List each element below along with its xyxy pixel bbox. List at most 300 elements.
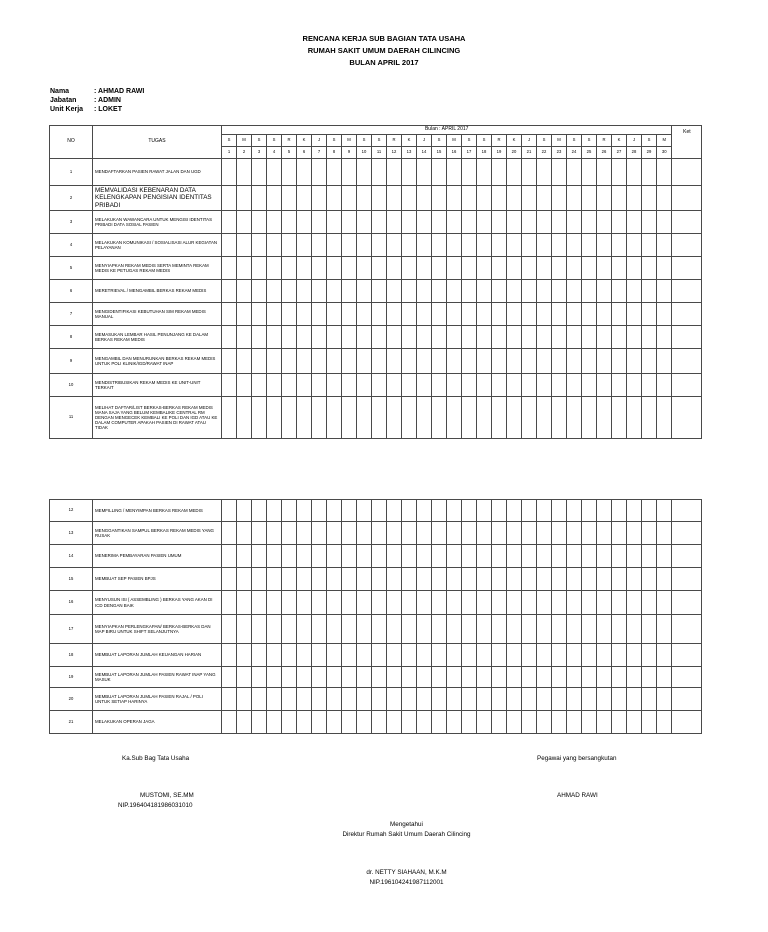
day-cell xyxy=(432,349,447,374)
day-cell xyxy=(642,374,657,397)
day-cell xyxy=(372,234,387,257)
day-cell xyxy=(432,257,447,280)
employee-sign-title: Pegawai yang bersangkutan xyxy=(537,755,617,762)
row-number: 21 xyxy=(50,711,93,734)
day-cell xyxy=(522,374,537,397)
date-header: 13 xyxy=(402,147,417,159)
weekday-header: K xyxy=(402,135,417,147)
day-cell xyxy=(417,688,432,711)
employee-position-row xyxy=(50,97,121,104)
day-cell xyxy=(327,159,342,186)
day-cell xyxy=(402,397,417,439)
day-cell xyxy=(462,591,477,615)
weekday-header: J xyxy=(627,135,642,147)
day-cell xyxy=(402,500,417,522)
day-cell xyxy=(297,615,312,644)
day-cell xyxy=(447,326,462,349)
day-cell xyxy=(447,545,462,568)
day-cell xyxy=(492,688,507,711)
date-header: 5 xyxy=(282,147,297,159)
day-cell xyxy=(357,349,372,374)
remark-cell xyxy=(672,568,702,591)
day-cell xyxy=(252,688,267,711)
task-description: MENDAFTARKAN PASIEN RAWAT JALAN DAN UGD xyxy=(93,159,222,186)
day-cell xyxy=(417,711,432,734)
day-cell xyxy=(342,303,357,326)
day-cell xyxy=(462,257,477,280)
row-number: 19 xyxy=(50,667,93,688)
day-cell xyxy=(537,522,552,545)
date-header: 24 xyxy=(567,147,582,159)
day-cell xyxy=(492,591,507,615)
day-cell xyxy=(612,644,627,667)
day-cell xyxy=(267,568,282,591)
day-cell xyxy=(657,667,672,688)
weekday-header: R xyxy=(387,135,402,147)
date-header: 15 xyxy=(432,147,447,159)
weekday-header: S xyxy=(537,135,552,147)
day-cell xyxy=(267,591,282,615)
day-cell xyxy=(582,349,597,374)
day-cell xyxy=(222,211,237,234)
day-cell xyxy=(552,667,567,688)
day-cell xyxy=(522,326,537,349)
day-cell xyxy=(567,397,582,439)
day-cell xyxy=(357,397,372,439)
day-cell xyxy=(537,568,552,591)
day-cell xyxy=(237,303,252,326)
day-cell xyxy=(627,280,642,303)
day-cell xyxy=(237,280,252,303)
row-number: 8 xyxy=(50,326,93,349)
day-cell xyxy=(222,591,237,615)
remark-cell xyxy=(672,303,702,326)
day-cell xyxy=(327,211,342,234)
day-cell xyxy=(237,211,252,234)
day-cell xyxy=(402,257,417,280)
day-cell xyxy=(447,615,462,644)
day-cell xyxy=(417,397,432,439)
day-cell xyxy=(327,326,342,349)
day-cell xyxy=(342,257,357,280)
day-cell xyxy=(507,211,522,234)
weekday-header: S xyxy=(222,135,237,147)
day-cell xyxy=(507,591,522,615)
day-cell xyxy=(612,211,627,234)
day-cell xyxy=(312,568,327,591)
day-cell xyxy=(237,500,252,522)
day-cell xyxy=(417,568,432,591)
day-cell xyxy=(507,644,522,667)
remark-cell xyxy=(672,257,702,280)
employee-unit-row xyxy=(50,106,122,113)
date-header: 10 xyxy=(357,147,372,159)
day-cell xyxy=(357,159,372,186)
day-cell xyxy=(372,257,387,280)
day-cell xyxy=(612,397,627,439)
day-cell xyxy=(357,234,372,257)
day-cell xyxy=(477,211,492,234)
day-cell xyxy=(642,326,657,349)
day-cell xyxy=(432,326,447,349)
day-cell xyxy=(282,667,297,688)
day-cell xyxy=(432,234,447,257)
table-row xyxy=(50,303,702,326)
day-cell xyxy=(327,500,342,522)
day-cell xyxy=(597,374,612,397)
day-cell xyxy=(222,303,237,326)
day-cell xyxy=(282,397,297,439)
day-cell xyxy=(492,186,507,211)
date-header: 28 xyxy=(627,147,642,159)
remark-cell xyxy=(672,522,702,545)
weekday-header: R xyxy=(597,135,612,147)
day-cell xyxy=(567,688,582,711)
day-cell xyxy=(642,667,657,688)
day-cell xyxy=(237,615,252,644)
day-cell xyxy=(477,349,492,374)
day-cell xyxy=(477,568,492,591)
date-header: 17 xyxy=(462,147,477,159)
day-cell xyxy=(417,615,432,644)
day-cell xyxy=(612,186,627,211)
day-cell xyxy=(567,280,582,303)
day-cell xyxy=(447,257,462,280)
day-cell xyxy=(582,615,597,644)
day-cell xyxy=(567,186,582,211)
day-cell xyxy=(582,303,597,326)
day-cell xyxy=(642,568,657,591)
day-cell xyxy=(612,615,627,644)
day-cell xyxy=(597,211,612,234)
day-cell xyxy=(267,500,282,522)
day-cell xyxy=(477,234,492,257)
day-cell xyxy=(252,591,267,615)
day-cell xyxy=(417,349,432,374)
day-cell xyxy=(267,644,282,667)
weekday-header: S xyxy=(462,135,477,147)
day-cell xyxy=(522,397,537,439)
day-cell xyxy=(657,280,672,303)
day-cell xyxy=(432,591,447,615)
day-cell xyxy=(222,374,237,397)
day-cell xyxy=(282,568,297,591)
day-cell xyxy=(252,568,267,591)
day-cell xyxy=(417,234,432,257)
day-cell xyxy=(297,667,312,688)
date-header: 27 xyxy=(612,147,627,159)
day-cell xyxy=(522,303,537,326)
work-plan-table-part1 xyxy=(49,125,702,439)
day-cell xyxy=(627,644,642,667)
day-cell xyxy=(642,615,657,644)
day-cell xyxy=(222,500,237,522)
director-nip: NIP.196104241987112001 xyxy=(369,879,444,886)
day-cell xyxy=(642,186,657,211)
day-cell xyxy=(237,257,252,280)
table-row xyxy=(50,397,702,439)
day-cell xyxy=(297,568,312,591)
day-cell xyxy=(267,303,282,326)
day-cell xyxy=(552,303,567,326)
day-cell xyxy=(447,234,462,257)
day-cell xyxy=(372,568,387,591)
day-cell xyxy=(567,500,582,522)
day-cell xyxy=(522,667,537,688)
day-cell xyxy=(657,186,672,211)
day-cell xyxy=(312,644,327,667)
day-cell xyxy=(507,257,522,280)
day-cell xyxy=(267,688,282,711)
day-cell xyxy=(402,349,417,374)
day-cell xyxy=(417,326,432,349)
day-cell xyxy=(447,644,462,667)
day-cell xyxy=(537,186,552,211)
day-cell xyxy=(447,522,462,545)
date-header: 11 xyxy=(372,147,387,159)
day-cell xyxy=(327,186,342,211)
day-cell xyxy=(282,711,297,734)
day-cell xyxy=(507,186,522,211)
day-cell xyxy=(342,326,357,349)
day-cell xyxy=(327,522,342,545)
day-cell xyxy=(612,522,627,545)
day-cell xyxy=(237,644,252,667)
day-cell xyxy=(387,688,402,711)
day-cell xyxy=(252,257,267,280)
day-cell xyxy=(567,257,582,280)
day-cell xyxy=(222,644,237,667)
day-cell xyxy=(357,522,372,545)
day-cell xyxy=(657,397,672,439)
day-cell xyxy=(537,397,552,439)
day-cell xyxy=(222,568,237,591)
day-cell xyxy=(342,615,357,644)
table-row xyxy=(50,374,702,397)
weekday-header: S xyxy=(432,135,447,147)
day-cell xyxy=(297,374,312,397)
day-cell xyxy=(267,615,282,644)
day-cell xyxy=(312,711,327,734)
day-cell xyxy=(432,374,447,397)
day-cell xyxy=(237,349,252,374)
day-cell xyxy=(552,211,567,234)
row-number: 7 xyxy=(50,303,93,326)
day-cell xyxy=(222,667,237,688)
day-cell xyxy=(627,303,642,326)
day-cell xyxy=(342,568,357,591)
day-cell xyxy=(492,644,507,667)
table-row xyxy=(50,257,702,280)
day-cell xyxy=(372,326,387,349)
day-cell xyxy=(342,644,357,667)
day-cell xyxy=(567,615,582,644)
day-cell xyxy=(627,545,642,568)
director-title: Direktur Rumah Sakit Umum Daerah Cilincing xyxy=(342,831,471,838)
day-cell xyxy=(657,500,672,522)
day-cell xyxy=(657,303,672,326)
table-row xyxy=(50,159,702,186)
day-cell xyxy=(462,186,477,211)
day-cell xyxy=(402,667,417,688)
day-cell xyxy=(447,568,462,591)
day-cell xyxy=(267,257,282,280)
day-cell xyxy=(597,644,612,667)
day-cell xyxy=(492,397,507,439)
day-cell xyxy=(552,500,567,522)
day-cell xyxy=(447,711,462,734)
day-cell xyxy=(237,186,252,211)
day-cell xyxy=(312,303,327,326)
day-cell xyxy=(222,545,237,568)
day-cell xyxy=(657,326,672,349)
day-cell xyxy=(597,500,612,522)
date-header: 21 xyxy=(522,147,537,159)
day-cell xyxy=(387,397,402,439)
day-cell xyxy=(522,234,537,257)
day-cell xyxy=(552,644,567,667)
day-cell xyxy=(312,211,327,234)
day-cell xyxy=(582,667,597,688)
row-number: 4 xyxy=(50,234,93,257)
day-cell xyxy=(462,688,477,711)
day-cell xyxy=(642,545,657,568)
day-cell xyxy=(537,280,552,303)
day-cell xyxy=(387,280,402,303)
day-cell xyxy=(357,326,372,349)
weekday-header: K xyxy=(507,135,522,147)
weekday-header: S xyxy=(357,135,372,147)
day-cell xyxy=(312,257,327,280)
day-cell xyxy=(312,280,327,303)
day-cell xyxy=(327,280,342,303)
day-cell xyxy=(327,545,342,568)
day-cell xyxy=(447,667,462,688)
day-cell xyxy=(492,374,507,397)
table-row xyxy=(50,644,702,667)
day-cell xyxy=(222,159,237,186)
day-cell xyxy=(507,234,522,257)
employee-name-label: Nama xyxy=(50,88,70,95)
day-cell xyxy=(627,688,642,711)
day-cell xyxy=(342,159,357,186)
day-cell xyxy=(642,591,657,615)
day-cell xyxy=(222,349,237,374)
day-cell xyxy=(462,667,477,688)
date-header: 30 xyxy=(657,147,672,159)
day-cell xyxy=(387,257,402,280)
day-cell xyxy=(597,234,612,257)
day-cell xyxy=(342,280,357,303)
day-cell xyxy=(462,522,477,545)
day-cell xyxy=(222,397,237,439)
row-number: 1 xyxy=(50,159,93,186)
day-cell xyxy=(567,211,582,234)
day-cell xyxy=(237,374,252,397)
day-cell xyxy=(342,211,357,234)
day-cell xyxy=(357,615,372,644)
day-cell xyxy=(402,211,417,234)
day-cell xyxy=(372,349,387,374)
table-row xyxy=(50,591,702,615)
day-cell xyxy=(552,397,567,439)
day-cell xyxy=(447,186,462,211)
day-cell xyxy=(432,667,447,688)
day-cell xyxy=(372,667,387,688)
day-cell xyxy=(567,234,582,257)
day-cell xyxy=(462,211,477,234)
day-cell xyxy=(402,644,417,667)
day-cell xyxy=(222,326,237,349)
day-cell xyxy=(462,615,477,644)
day-cell xyxy=(597,568,612,591)
day-cell xyxy=(462,349,477,374)
day-cell xyxy=(597,545,612,568)
day-cell xyxy=(387,545,402,568)
day-cell xyxy=(597,615,612,644)
day-cell xyxy=(297,257,312,280)
day-cell xyxy=(417,159,432,186)
day-cell xyxy=(372,186,387,211)
day-cell xyxy=(357,211,372,234)
day-cell xyxy=(297,522,312,545)
day-cell xyxy=(237,522,252,545)
row-number: 9 xyxy=(50,349,93,374)
day-cell xyxy=(357,280,372,303)
column-header-no: NO xyxy=(50,126,93,159)
day-cell xyxy=(432,500,447,522)
day-cell xyxy=(612,591,627,615)
day-cell xyxy=(522,522,537,545)
day-cell xyxy=(387,349,402,374)
day-cell xyxy=(552,234,567,257)
weekday-header: R xyxy=(282,135,297,147)
day-cell xyxy=(357,568,372,591)
day-cell xyxy=(552,711,567,734)
weekday-header: S xyxy=(642,135,657,147)
weekday-header: S xyxy=(327,135,342,147)
remark-cell xyxy=(672,374,702,397)
day-cell xyxy=(642,711,657,734)
day-cell xyxy=(642,688,657,711)
weekday-header: M xyxy=(237,135,252,147)
day-cell xyxy=(597,522,612,545)
day-cell xyxy=(372,688,387,711)
day-cell xyxy=(252,500,267,522)
task-description: MENERIMA PEMBAYARAN PASIEN UMUM xyxy=(93,545,222,568)
day-cell xyxy=(567,159,582,186)
date-header: 29 xyxy=(642,147,657,159)
day-cell xyxy=(252,159,267,186)
supervisor-title: Ka.Sub Bag Tata Usaha xyxy=(122,755,190,762)
day-cell xyxy=(297,500,312,522)
weekday-header: K xyxy=(612,135,627,147)
weekday-header: M xyxy=(342,135,357,147)
day-cell xyxy=(627,397,642,439)
day-cell xyxy=(492,545,507,568)
day-cell xyxy=(297,159,312,186)
day-cell xyxy=(372,500,387,522)
day-cell xyxy=(612,688,627,711)
day-cell xyxy=(477,500,492,522)
day-cell xyxy=(402,374,417,397)
day-cell xyxy=(447,303,462,326)
day-cell xyxy=(552,280,567,303)
day-cell xyxy=(387,522,402,545)
date-header: 25 xyxy=(582,147,597,159)
day-cell xyxy=(477,522,492,545)
remark-cell xyxy=(672,545,702,568)
